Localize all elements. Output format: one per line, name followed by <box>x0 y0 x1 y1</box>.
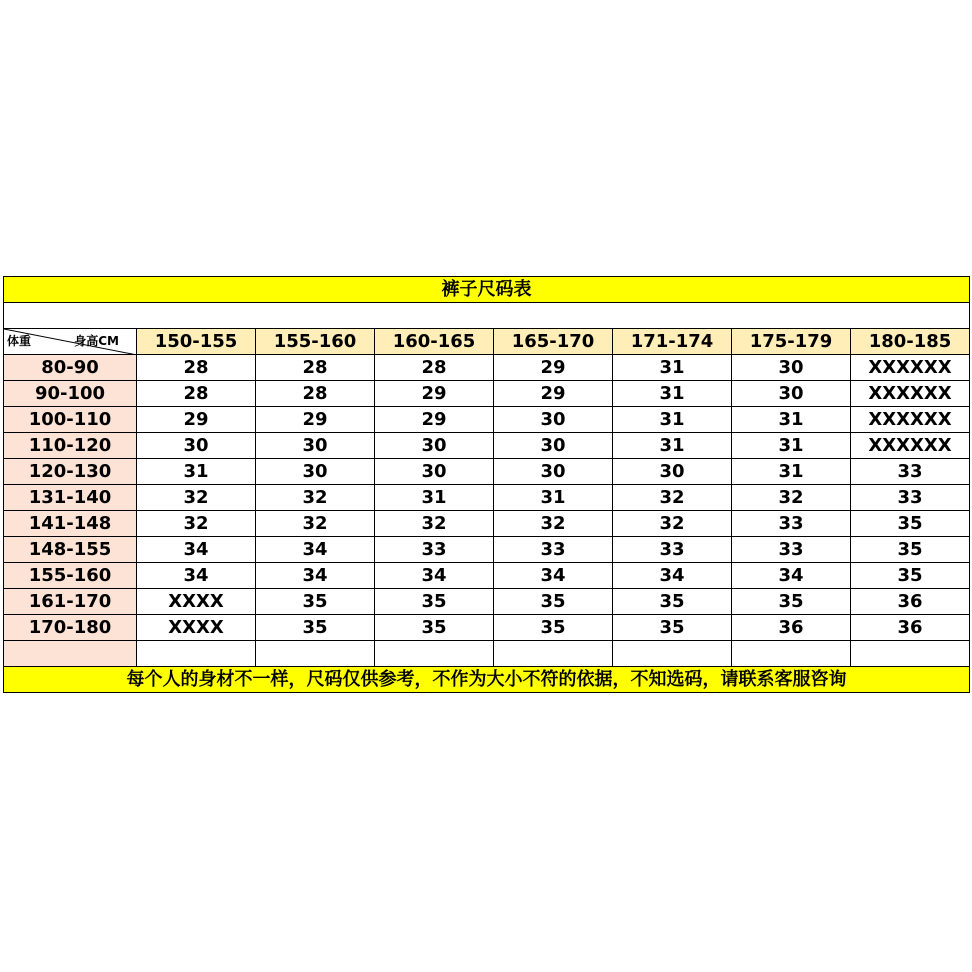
size-value-cell: 33 <box>613 537 732 563</box>
size-value-cell: 34 <box>137 537 256 563</box>
height-range-header: 150-155 <box>137 329 256 355</box>
size-value-cell: 34 <box>375 563 494 589</box>
size-value-cell: 36 <box>851 615 970 641</box>
height-range-header: 180-185 <box>851 329 970 355</box>
height-range-header: 171-174 <box>613 329 732 355</box>
size-value-cell: 30 <box>732 355 851 381</box>
size-value-cell: 32 <box>613 485 732 511</box>
size-value-cell: 32 <box>375 511 494 537</box>
size-value-cell: 35 <box>256 589 375 615</box>
empty-cell <box>4 641 137 667</box>
empty-cell <box>256 641 375 667</box>
footer-note: 每个人的身材不一样，尺码仅供参考，不作为大小不符的依据，不知选码，请联系客服咨询 <box>4 667 970 693</box>
size-value-cell: 29 <box>494 381 613 407</box>
size-value-cell: 34 <box>256 537 375 563</box>
size-value-cell: 30 <box>256 459 375 485</box>
height-header-row <box>4 329 970 355</box>
size-value-cell: 35 <box>732 589 851 615</box>
size-value-cell: 31 <box>613 407 732 433</box>
size-row <box>4 407 970 433</box>
size-value-cell: 34 <box>256 563 375 589</box>
size-row <box>4 459 970 485</box>
size-row <box>4 563 970 589</box>
size-row <box>4 615 970 641</box>
size-value-cell: 31 <box>613 381 732 407</box>
weight-range-cell: 90-100 <box>4 381 137 407</box>
size-value-cell: 34 <box>494 563 613 589</box>
size-chart-table <box>3 276 970 693</box>
height-range-header: 175-179 <box>732 329 851 355</box>
size-value-cell: 30 <box>613 459 732 485</box>
size-row <box>4 381 970 407</box>
empty-cell <box>375 641 494 667</box>
size-value-cell: 30 <box>375 433 494 459</box>
weight-range-cell: 170-180 <box>4 615 137 641</box>
size-value-cell: 30 <box>494 433 613 459</box>
empty-row <box>4 641 970 667</box>
size-value-cell: 32 <box>256 485 375 511</box>
size-value-cell: 30 <box>494 407 613 433</box>
title-row <box>4 277 970 303</box>
size-value-cell: 30 <box>494 459 613 485</box>
size-value-cell: 31 <box>732 407 851 433</box>
size-value-cell: 34 <box>732 563 851 589</box>
size-value-cell: 35 <box>375 615 494 641</box>
size-value-cell: 34 <box>613 563 732 589</box>
size-value-cell: 32 <box>137 511 256 537</box>
size-value-cell: 28 <box>137 381 256 407</box>
size-value-cell: 31 <box>732 433 851 459</box>
size-value-cell: 30 <box>137 433 256 459</box>
size-value-cell: 36 <box>732 615 851 641</box>
height-range-header: 165-170 <box>494 329 613 355</box>
size-value-cell: 32 <box>256 511 375 537</box>
spacer-cell <box>4 303 970 329</box>
size-value-cell: 35 <box>851 511 970 537</box>
size-value-cell: 29 <box>256 407 375 433</box>
size-value-cell: 28 <box>256 355 375 381</box>
size-value-cell: 35 <box>494 615 613 641</box>
size-value-cell: 30 <box>375 459 494 485</box>
note-row <box>4 667 970 693</box>
size-row <box>4 355 970 381</box>
size-row <box>4 485 970 511</box>
size-value-cell: 29 <box>494 355 613 381</box>
size-value-cell: 31 <box>732 459 851 485</box>
size-value-cell: XXXX <box>137 615 256 641</box>
size-value-cell: 33 <box>851 485 970 511</box>
size-value-cell: 33 <box>851 459 970 485</box>
size-value-cell: 35 <box>494 589 613 615</box>
size-value-cell: 32 <box>137 485 256 511</box>
size-value-cell: 31 <box>375 485 494 511</box>
corner-header-cell <box>4 329 137 355</box>
size-value-cell: 29 <box>375 407 494 433</box>
weight-range-cell: 120-130 <box>4 459 137 485</box>
size-value-cell: 28 <box>137 355 256 381</box>
size-value-cell: 33 <box>375 537 494 563</box>
size-value-cell: XXXX <box>137 589 256 615</box>
size-value-cell: 30 <box>732 381 851 407</box>
height-axis-label: 身高CM <box>74 334 119 348</box>
size-value-cell: XXXXXX <box>851 433 970 459</box>
size-value-cell: 28 <box>375 355 494 381</box>
size-value-cell: 33 <box>732 537 851 563</box>
weight-range-cell: 100-110 <box>4 407 137 433</box>
size-row <box>4 433 970 459</box>
weight-range-cell: 110-120 <box>4 433 137 459</box>
size-value-cell: 31 <box>613 433 732 459</box>
chart-title: 裤子尺码表 <box>4 277 970 303</box>
height-range-header: 160-165 <box>375 329 494 355</box>
empty-cell <box>732 641 851 667</box>
size-value-cell: 32 <box>613 511 732 537</box>
size-value-cell: 33 <box>732 511 851 537</box>
empty-cell <box>137 641 256 667</box>
size-value-cell: XXXXXX <box>851 355 970 381</box>
size-value-cell: 36 <box>851 589 970 615</box>
size-value-cell: 28 <box>256 381 375 407</box>
weight-axis-label: 体重 <box>7 334 32 348</box>
size-row <box>4 511 970 537</box>
size-value-cell: 34 <box>137 563 256 589</box>
size-value-cell: 35 <box>613 615 732 641</box>
size-value-cell: 32 <box>732 485 851 511</box>
spacer-row <box>4 303 970 329</box>
weight-range-cell: 161-170 <box>4 589 137 615</box>
weight-range-cell: 80-90 <box>4 355 137 381</box>
size-value-cell: 35 <box>256 615 375 641</box>
size-value-cell: 31 <box>613 355 732 381</box>
size-value-cell: 35 <box>851 537 970 563</box>
size-value-cell: 29 <box>137 407 256 433</box>
weight-range-cell: 148-155 <box>4 537 137 563</box>
size-value-cell: 31 <box>494 485 613 511</box>
size-value-cell: XXXXXX <box>851 381 970 407</box>
size-value-cell: 35 <box>375 589 494 615</box>
size-value-cell: XXXXXX <box>851 407 970 433</box>
size-value-cell: 35 <box>613 589 732 615</box>
size-value-cell: 31 <box>137 459 256 485</box>
size-value-cell: 30 <box>256 433 375 459</box>
weight-range-cell: 131-140 <box>4 485 137 511</box>
empty-cell <box>494 641 613 667</box>
size-value-cell: 33 <box>494 537 613 563</box>
size-value-cell: 29 <box>375 381 494 407</box>
weight-range-cell: 155-160 <box>4 563 137 589</box>
height-range-header: 155-160 <box>256 329 375 355</box>
size-value-cell: 32 <box>494 511 613 537</box>
size-row <box>4 589 970 615</box>
empty-cell <box>851 641 970 667</box>
empty-cell <box>613 641 732 667</box>
size-row <box>4 537 970 563</box>
size-value-cell: 35 <box>851 563 970 589</box>
weight-range-cell: 141-148 <box>4 511 137 537</box>
